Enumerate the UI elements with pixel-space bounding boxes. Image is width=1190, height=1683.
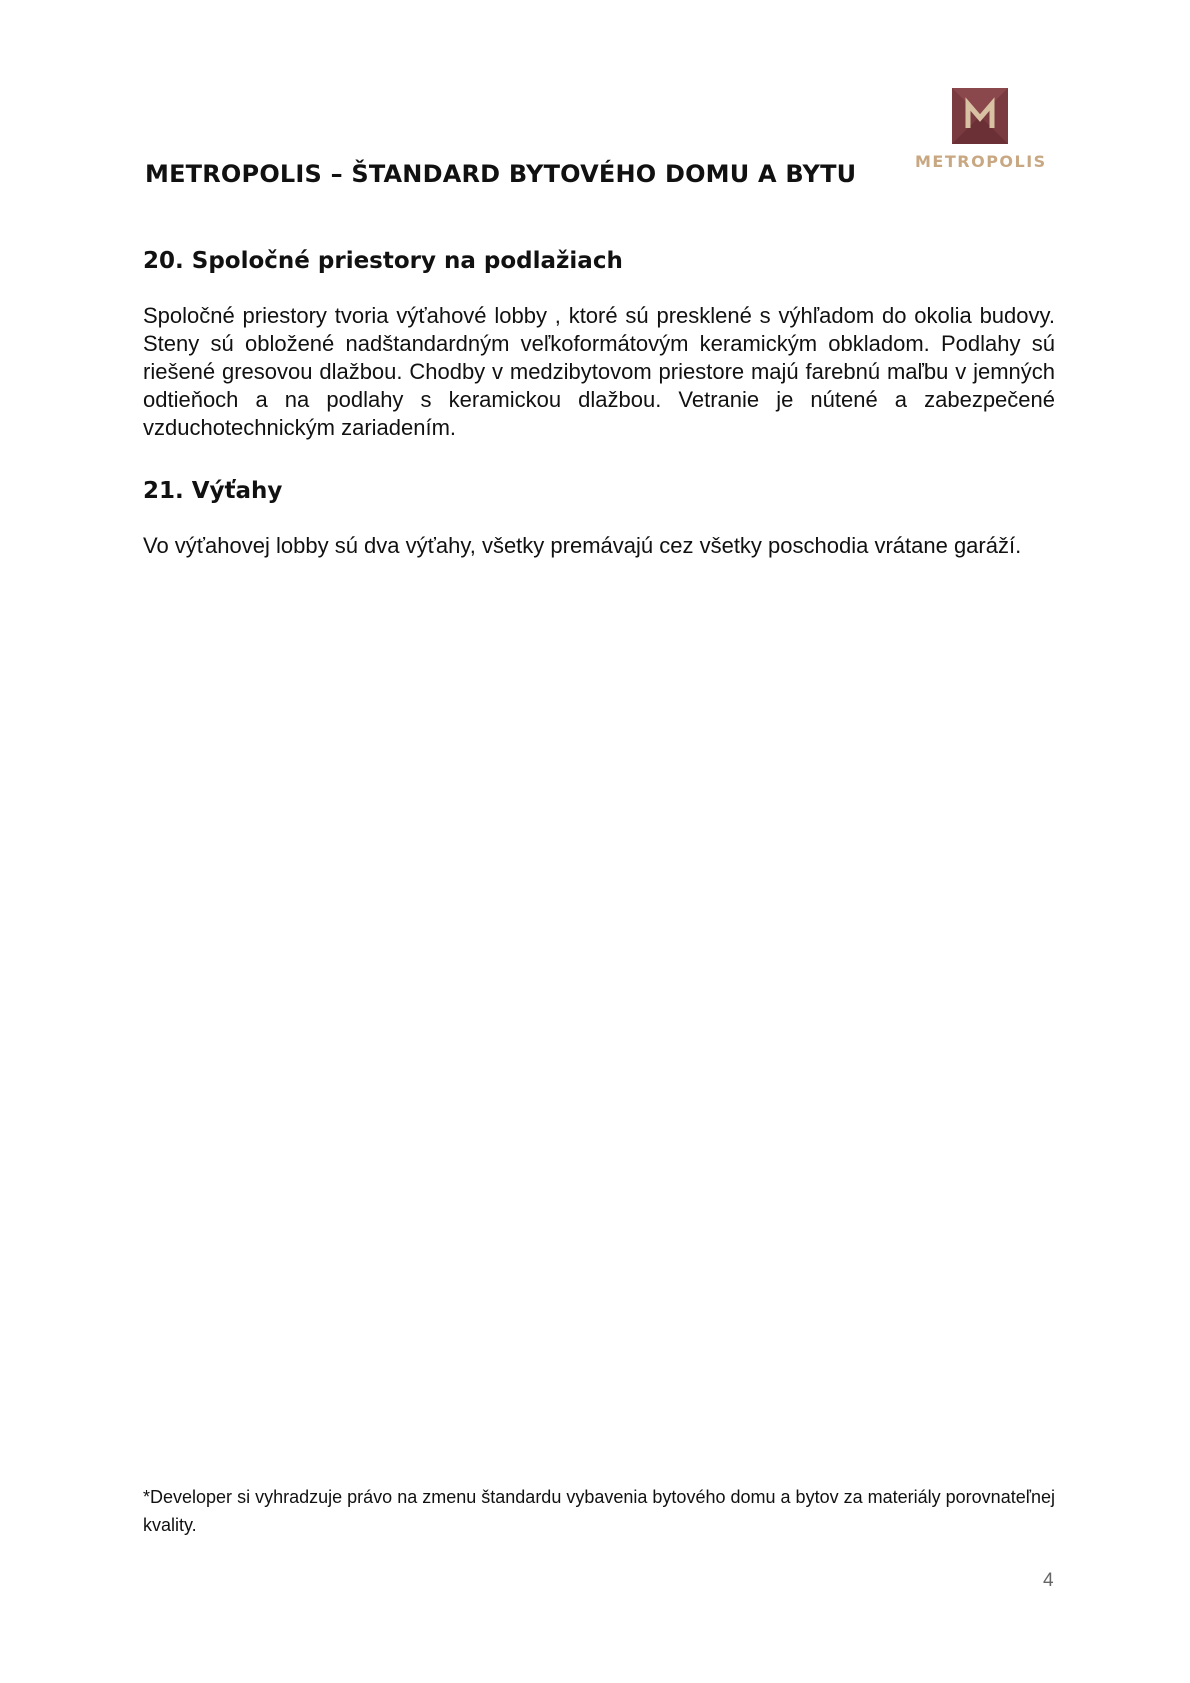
- page-number: 4: [1043, 1570, 1054, 1591]
- logo-mark: [952, 88, 1008, 144]
- logo-wordmark: METROPOLIS: [915, 152, 1047, 171]
- section-heading: 21. Výťahy: [143, 478, 283, 504]
- document-body: [143, 248, 1055, 560]
- section-heading: 20. Spoločné priestory na podlažiach: [143, 248, 623, 274]
- footnote: *Developer si vyhradzuje právo na zmenu štandardu vybavenia bytového domu a bytov za materiály porovnateľnej kvality.: [143, 1487, 1055, 1535]
- section-common-areas: [143, 248, 1055, 442]
- section-text: Spoločné priestory tvoria výťahové lobby , ktoré sú presklené s výhľadom do okolia budovy. Steny sú obložené nadštandardným veľkoformátovým keramickým obkladom. Podlahy sú riešené gresovou dlažbou. Chodby v medzibytovom priestore majú farebnú maľbu v jemných odtieňoch a na podlahy s keramickou dlažbou. Vetranie je nútené a zabezpečené vzduchotechnickým zariadením.: [143, 303, 1055, 440]
- section-elevators: [143, 478, 1055, 560]
- logo-m-icon: [952, 88, 1008, 144]
- metropolis-logo: [915, 88, 1045, 171]
- document-title: METROPOLIS – ŠTANDARD BYTOVÉHO DOMU A BYTU: [145, 160, 857, 188]
- section-text: Vo výťahovej lobby sú dva výťahy, všetky premávajú cez všetky poschodia vrátane garáží.: [143, 533, 1022, 558]
